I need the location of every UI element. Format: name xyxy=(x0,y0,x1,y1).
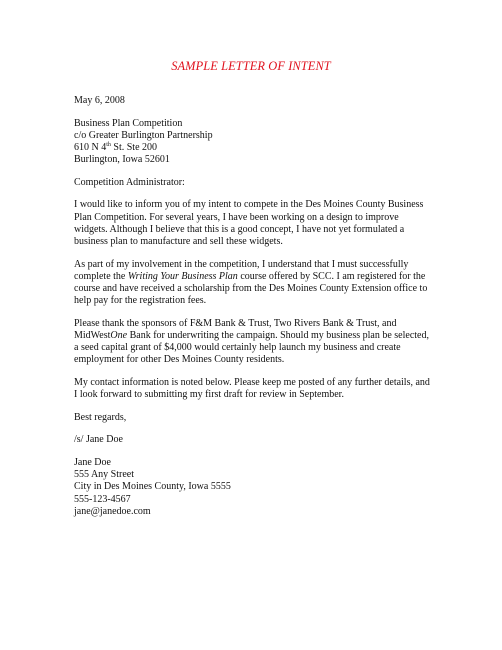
paragraph-line: My contact information is noted below. Please keep me posted of any further details, and xyxy=(74,377,430,388)
paragraph-line: I would like to inform you of my intent to compete in the Des Moines County Business xyxy=(74,199,424,211)
course-title: Writing Your Business Plan xyxy=(127,270,238,282)
letter-title: SAMPLE LETTER OF INTENT xyxy=(171,59,331,73)
signature xyxy=(74,434,434,446)
paragraph-intent xyxy=(74,199,434,248)
recipient-street xyxy=(74,142,434,154)
paragraph-line xyxy=(74,271,434,283)
text-segment: Bank for underwriting the campaign. Should my business plan be selected, xyxy=(127,330,429,341)
bank-name-italic: One xyxy=(110,330,128,341)
paragraph-line: Please thank the sponsors of F&M Bank & Trust, Two Rivers Bank & Trust, and xyxy=(74,317,397,329)
paragraph-line: As part of my involvement in the competition, I understand that I must successfully xyxy=(74,258,409,270)
paragraph-line: widgets. Although I believe that this is a good concept, I have not yet formulated a xyxy=(74,223,405,235)
closing xyxy=(74,412,434,424)
letter-date xyxy=(74,95,434,107)
salutation-text: Competition Administrator: xyxy=(74,176,185,188)
text-segment: MidWest xyxy=(74,330,111,341)
recipient-address xyxy=(74,118,434,167)
sender-phone: 555-123-4567 xyxy=(74,493,131,505)
letter-body xyxy=(74,95,434,528)
closing-text: Best regards, xyxy=(74,411,127,423)
salutation xyxy=(74,177,434,189)
recipient-city: Burlington, Iowa 52601 xyxy=(74,154,170,166)
sender-contact xyxy=(74,457,434,518)
paragraph-line: I look forward to submitting my first draft for review in September. xyxy=(74,389,344,401)
paragraph-line: help pay for the registration fees. xyxy=(74,295,207,307)
paragraph-line: a seed capital grant of $4,000 would certainly help launch my business and create xyxy=(74,342,401,354)
sender-email: jane@janedoe.com xyxy=(74,505,151,517)
sender-name: Jane Doe xyxy=(74,456,111,468)
paragraph-line: course and have received a scholarship from the Des Moines County Extension office to xyxy=(74,283,428,294)
paragraph-contact xyxy=(74,377,434,401)
street-suffix: St. Ste 200 xyxy=(110,142,158,153)
street-ordinal: th xyxy=(106,142,111,148)
text-segment: complete the xyxy=(74,270,128,282)
street-prefix: 610 N 4 xyxy=(74,142,107,153)
paragraph-line: business plan to manufacture and sell these widgets. xyxy=(74,236,283,247)
paragraph-line xyxy=(74,330,434,342)
sender-street: 555 Any Street xyxy=(74,469,134,481)
recipient-line2: c/o Greater Burlington Partnership xyxy=(74,129,213,141)
paragraph-involvement xyxy=(74,259,434,308)
paragraph-line: employment for other Des Moines County residents. xyxy=(74,354,285,366)
signature-text: /s/ Jane Doe xyxy=(74,434,123,446)
text-segment: course offered by SCC. I am registered for the xyxy=(237,270,426,282)
paragraph-sponsors xyxy=(74,318,434,367)
paragraph-line: Plan Competition. For several years, I have been working on a design to improve xyxy=(74,211,399,223)
recipient-line1: Business Plan Competition xyxy=(74,117,183,129)
date-text: May 6, 2008 xyxy=(74,95,125,106)
sender-city: City in Des Moines County, Iowa 5555 xyxy=(74,481,231,493)
